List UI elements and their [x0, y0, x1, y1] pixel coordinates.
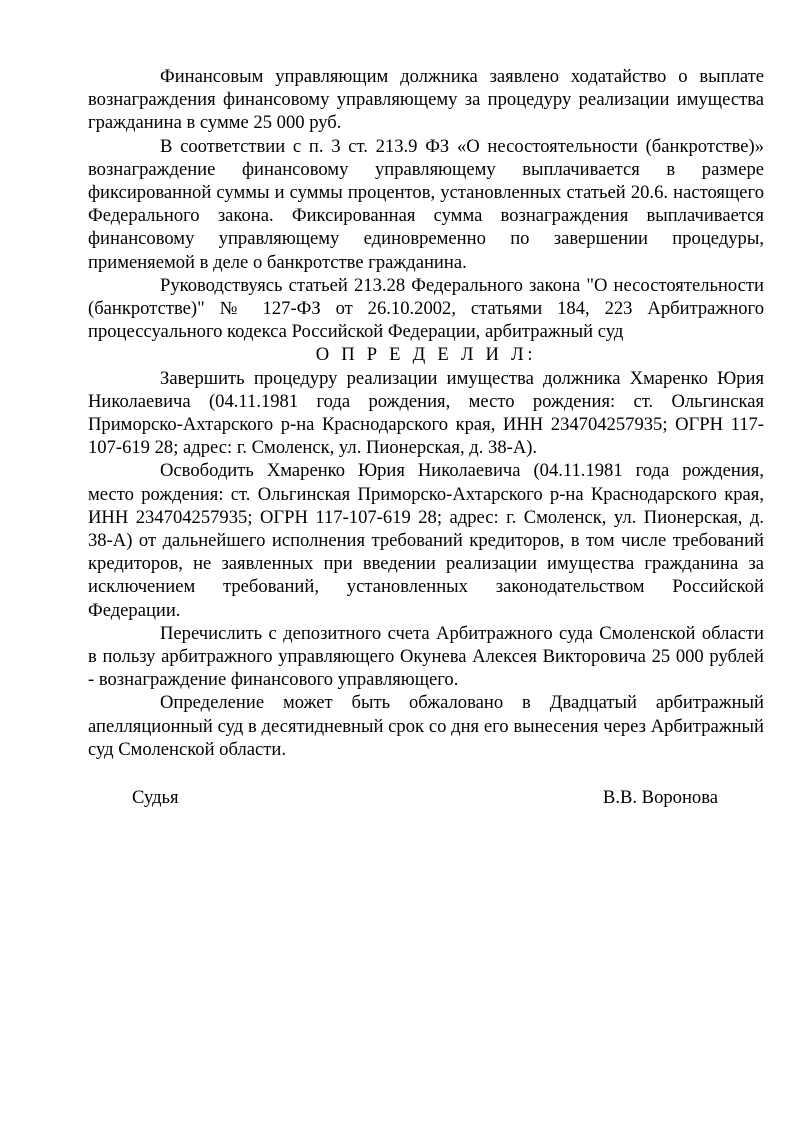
document-body — [88, 65, 764, 761]
ruling-heading: О П Р Е Д Е Л И Л: — [315, 344, 537, 366]
judge-name: В.В. Воронова — [602, 787, 718, 808]
judge-title: Судья — [132, 787, 179, 808]
signature-block — [132, 786, 718, 810]
paragraph-complete-procedure: Завершить процедуру реализации имущества должника Хмаренко Юрия Николаевича (04.11.1981 года рождения, место рождения: ст. Ольгинская Приморско-Ахтарского р-на Краснодарского края, ИНН 234704257935; ОГРН 117-107-619 28; адрес: г. Смоленск, ул. Пионерская, д. 38-А). — [88, 367, 764, 459]
paragraph-petition: Финансовым управляющим должника заявлено ходатайство о выплате вознаграждения финансовому управляющему за процедуру реализации имущества гражданина в сумме 25 000 руб. — [88, 66, 764, 134]
paragraph-release-debtor: Освободить Хмаренко Юрия Николаевича (04.11.1981 года рождения, место рождения: ст. Ольгинская Приморско-Ахтарского р-на Краснодарского края, ИНН 234704257935; ОГРН 117-107-619 28; адрес: г. Смоленск, ул. Пионерская, д. 38-А) от дальнейшего исполнения требований кредиторов, в том числе требований кредиторов, не заявленных при введении реализации имущества гражданина за исключением требований, установленных законодательством Российской Федерации. — [88, 460, 764, 621]
paragraph-transfer-fee: Перечислить с депозитного счета Арбитражного суда Смоленской области в пользу арбитражного управляющего Окунева Алексея Викторовича 25 000 рублей - вознаграждение финансового управляющего. — [88, 622, 764, 691]
paragraph-appeal: Определение может быть обжаловано в Двадцатый арбитражный апелляционный суд в десятидневный срок со дня его вынесения через Арбитражный суд Смоленской области. — [88, 692, 764, 760]
paragraph-guided-by: Руководствуясь статьей 213.28 Федерального закона "О несостоятельности (банкротстве)" № 127-ФЗ от 26.10.2002, статьями 184, 223 Арбитражного процессуального кодекса Российской Федерации, арбитражный суд — [88, 274, 764, 343]
paragraph-legal-basis: В соответствии с п. 3 ст. 213.9 ФЗ «О несостоятельности (банкротстве)» вознаграждение финансовому управляющему выплачивается в размере фиксированной суммы и суммы процентов, установленных статьей 20.6. настоящего Федерального закона. Фиксированная сумма вознаграждения выплачивается финансовому управляющему единовременно по завершении процедуры, применяемой в деле о банкротстве гражданина. — [88, 135, 764, 273]
